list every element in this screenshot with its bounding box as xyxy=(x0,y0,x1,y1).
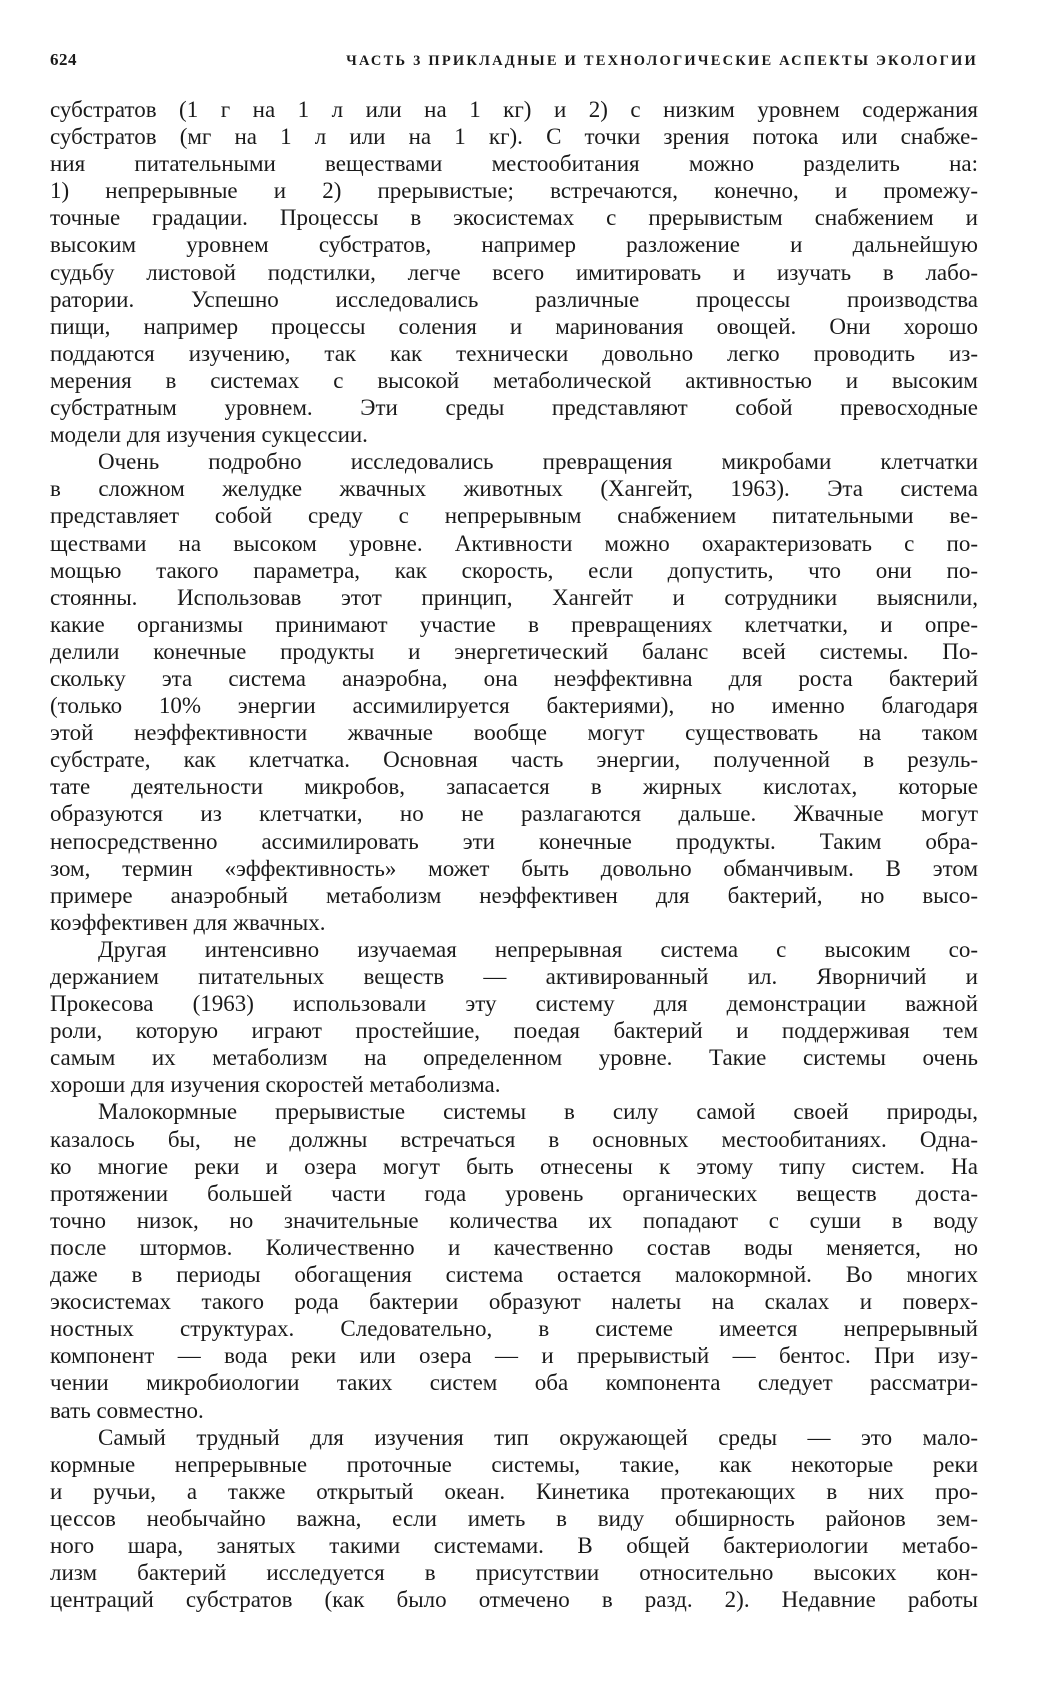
text-line: скольку эта система анаэробна, она неэффективна для роста бактерий xyxy=(50,665,978,691)
text-line: компонент — вода реки или озера — и прерывистый — бентос. При изу- xyxy=(50,1343,978,1369)
text-line: ратории. Успешно исследовались различные процессы производства xyxy=(50,286,978,312)
text-line: зом, термин «эффективность» может быть довольно обманчивым. В этом xyxy=(50,855,978,881)
text-line: судьбу листовой подстилки, легче всего имитировать и изучать в лабо- xyxy=(50,259,978,285)
text-line: субстратов (1 г на 1 л или на 1 кг) и 2) с низким уровнем содержания xyxy=(50,97,978,122)
text-line: этой неэффективности жвачные вообще могут существовать на таком xyxy=(50,720,978,746)
text-line: делили конечные продукты и энергетический баланс всей системы. По- xyxy=(50,638,978,664)
text-line: ного шара, занятых такими системами. В общей бактериологии метабо- xyxy=(50,1532,978,1558)
text-line: субстрате, как клетчатка. Основная часть энергии, полученной в резуль- xyxy=(50,747,978,773)
text-line: роли, которую играют простейшие, поедая бактерий и поддерживая тем xyxy=(50,1018,978,1044)
text-line: Малокормные прерывистые системы в силу самой своей природы, xyxy=(98,1099,978,1125)
text-line: мерения в системах с высокой метаболической активностью и высоким xyxy=(50,367,978,393)
text-line: точные градации. Процессы в экосистемах с прерывистым снабжением и xyxy=(50,205,978,231)
paragraph xyxy=(50,448,978,936)
text-line: и ручьи, а также открытый океан. Кинетика протекающих в них про- xyxy=(50,1478,978,1504)
text-line: (только 10% энергии ассимилируется бактериями), но именно благодаря xyxy=(50,693,978,719)
text-line: непосредственно ассимилировать эти конечные продукты. Таким обра- xyxy=(50,828,978,854)
text-line: экосистемах такого рода бактерии образуют налеты на скалах и поверх- xyxy=(50,1289,978,1315)
text-line: пищи, например процессы соления и маринования овощей. Они хорошо xyxy=(50,313,978,339)
text-line: протяжении большей части года уровень органических веществ доста- xyxy=(50,1180,978,1206)
text-line: образуются из клетчатки, но не разлагаются дальше. Жвачные могут xyxy=(50,801,978,827)
text-line: цессов необычайно важна, если иметь в виду обширность районов зем- xyxy=(50,1505,978,1531)
text-line: лизм бактерий исследуется в присутствии относительно высоких кон- xyxy=(50,1560,978,1586)
text-line: Самый трудный для изучения тип окружающей среды — это мало- xyxy=(98,1424,978,1450)
text-line: представляет собой среду с непрерывным снабжением питательными ве- xyxy=(50,503,978,529)
running-title: ЧАСТЬ 3 ПРИКЛАДНЫЕ И ТЕХНОЛОГИЧЕСКИЕ АСПЕКТЫ ЭКОЛОГИИ xyxy=(346,53,978,69)
text-line: тате деятельности микробов, запасается в жирных кислотах, которые xyxy=(50,774,978,800)
text-line: точно низок, но значительные количества их попадают с суши в воду xyxy=(50,1207,978,1233)
text-line: ществами на высоком уровне. Активности можно охарактеризовать с по- xyxy=(50,530,978,556)
text-line: ко многие реки и озера могут быть отнесены к этому типу систем. На xyxy=(50,1153,978,1179)
text-line: поддаются изучению, так как технически довольно легко проводить из- xyxy=(50,340,978,366)
text-line: кормные непрерывные проточные системы, такие, как некоторые реки xyxy=(50,1451,978,1477)
text-line: держанием питательных веществ — активированный ил. Яворничий и xyxy=(50,964,978,989)
paragraph xyxy=(50,936,978,1099)
text-line: хороши для изучения скоростей метаболизма. xyxy=(50,1072,501,1098)
text-line: мощью такого параметра, как скорость, если допустить, что они по- xyxy=(50,557,978,583)
text-line: Прокесова (1963) использовали эту систему для демонстрации важной xyxy=(50,991,978,1017)
text-line: самым их метаболизм на определенном уровне. Такие системы очень xyxy=(50,1045,978,1071)
text-line: центраций субстратов (как было отмечено в разд. 2). Недавние работы xyxy=(50,1587,978,1613)
paragraph xyxy=(50,1098,978,1423)
text-line: какие организмы принимают участие в превращениях клетчатки, и опре- xyxy=(50,611,978,637)
text-line: Очень подробно исследовались превращения микробами клетчатки xyxy=(98,449,978,475)
paragraph xyxy=(50,1424,978,1614)
text-line: субстратным уровнем. Эти среды представляют собой превосходные xyxy=(50,395,978,421)
text-line: ния питательными веществами местообитания можно разделить на: xyxy=(50,151,978,177)
text-line: стоянны. Использовав этот принцип, Хангейт и сотрудники выяснили, xyxy=(50,584,978,610)
page-number: 624 xyxy=(50,50,77,69)
text-line: ностных структурах. Следовательно, в системе имеется непрерывный xyxy=(50,1316,978,1342)
text-line: вать совместно. xyxy=(50,1397,204,1423)
text-line: даже в периоды обогащения система остается малокормной. Во многих xyxy=(50,1262,978,1288)
text-line: после штормов. Количественно и качественно состав воды меняется, но xyxy=(50,1234,978,1260)
text-line: чении микробиологии таких систем оба компонента следует рассматри- xyxy=(50,1370,978,1396)
text-line: высоким уровнем субстратов, например разложение и дальнейшую xyxy=(50,232,978,258)
running-head xyxy=(50,50,978,74)
paragraph xyxy=(50,96,978,448)
body-text xyxy=(50,96,978,1613)
text-line: Другая интенсивно изучаемая непрерывная система с высоким со- xyxy=(98,936,978,962)
text-line: 1) непрерывные и 2) прерывистые; встречаются, конечно, и промежу- xyxy=(50,178,978,204)
text-line: казалось бы, не должны встречаться в основных местообитаниях. Одна- xyxy=(50,1126,978,1152)
text-line: в сложном желудке жвачных животных (Хангейт, 1963). Эта система xyxy=(50,476,978,502)
text-line: коэффективен для жвачных. xyxy=(50,909,326,935)
text-line: примере анаэробный метаболизм неэффективен для бактерий, но высо- xyxy=(50,882,978,908)
text-line: субстратов (мг на 1 л или на 1 кг). С точки зрения потока или снабже- xyxy=(50,124,978,150)
text-line: модели для изучения сукцессии. xyxy=(50,422,368,448)
